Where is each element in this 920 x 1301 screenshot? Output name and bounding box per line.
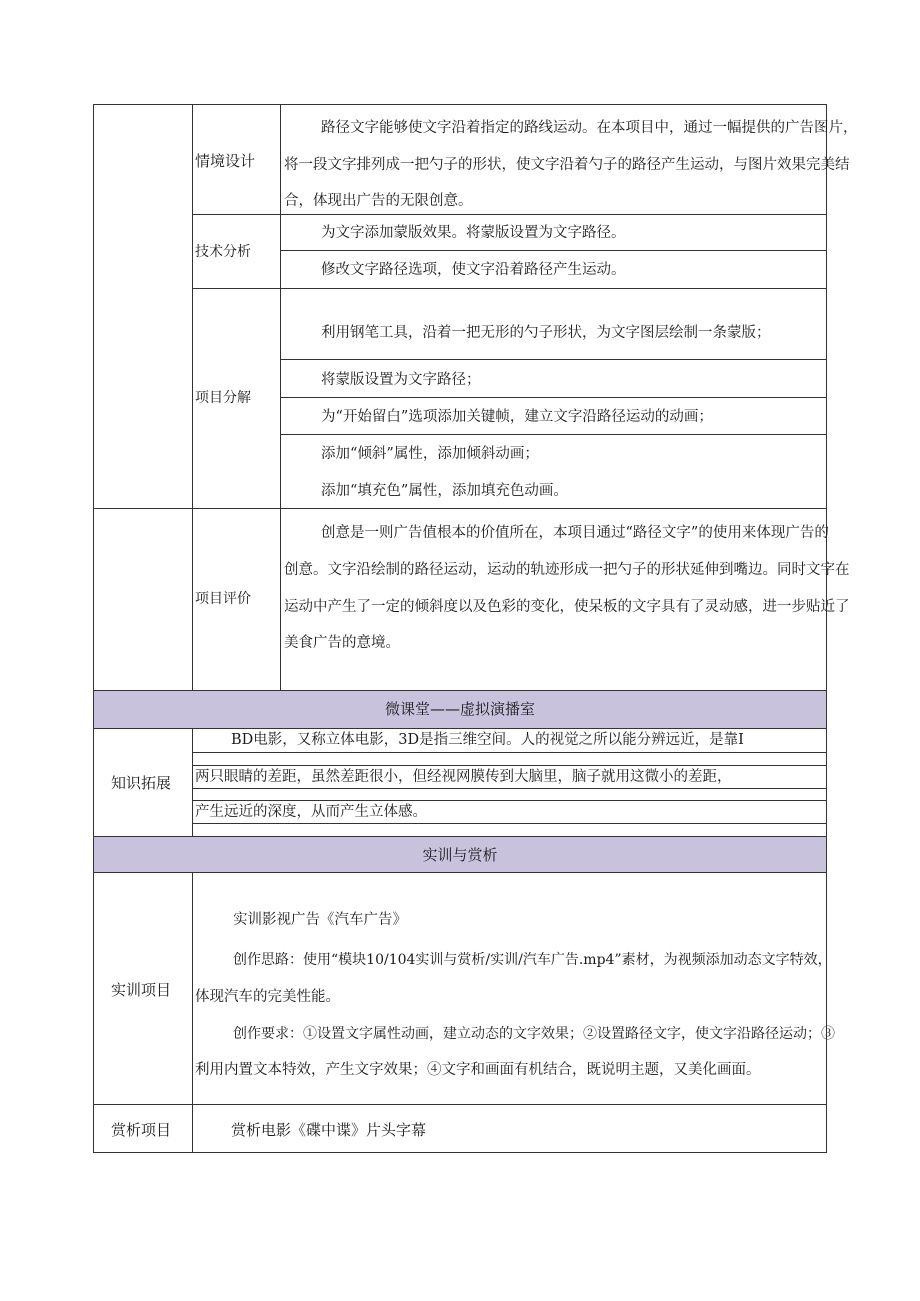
- knowledge-line: 两只眼睛的差距，虽然差距很小，但经视网膜传到大脑里，脑子就用这微小的差距，: [195, 769, 732, 785]
- training-idea-line: 创作思路：使用“模块10/104实训与赏析/实训/汽车广告.mp4”素材，为视频添加动态文字特效，: [233, 952, 832, 968]
- appreciation-label: 赏析项目: [111, 1121, 172, 1139]
- row-divider: [93, 728, 827, 729]
- row-divider: [280, 397, 827, 398]
- evaluation-label: 项目评价: [195, 591, 251, 607]
- training-req-line: 创作要求：①设置文字属性动画，建立动态的文字效果；②设置路径文字，使文字沿路径运动；③: [233, 1026, 835, 1042]
- knowledge-line: BD电影，又称立体电影，3D是指三维空间。人的视觉之所以能分辨远近，是靠I: [231, 732, 744, 748]
- micro-class-title: 微课堂——虚拟演播室: [384, 700, 535, 718]
- border-bottom: [93, 1152, 827, 1153]
- tech-label: 技术分析: [195, 244, 251, 260]
- training-req-line: 利用内置文本特效，产生文字效果；④文字和画面有机结合，既说明主题，又美化画面。: [195, 1062, 761, 1078]
- row-divider: [93, 1104, 827, 1105]
- tech-line: 修改文字路径选项，使文字沿着路径产生运动。: [321, 262, 626, 278]
- training-project-label: 实训项目: [111, 981, 172, 999]
- evaluation-line: 创意。文字沿绘制的路径运动，运动的轨迹形成一把勺子的形状延伸到嘴边。同时文字在: [284, 562, 850, 578]
- training-title: 实训与赏析: [422, 846, 498, 864]
- evaluation-line: 运动中产生了一定的倾斜度以及色彩的变化，使呆板的文字具有了灵动感，进一步贴近了: [284, 599, 850, 615]
- row-divider: [192, 800, 827, 801]
- row-divider: [192, 765, 827, 766]
- knowledge-label: 知识拓展: [111, 774, 172, 792]
- breakdown-step: 添加“填充色”属性，添加填充色动画。: [321, 483, 568, 499]
- border-top: [93, 104, 827, 105]
- evaluation-line: 美食广告的意境。: [284, 635, 400, 651]
- row-divider: [280, 434, 827, 435]
- col1-divider: [192, 104, 193, 690]
- col1-divider: [192, 872, 193, 1153]
- row-divider: [280, 250, 827, 251]
- breakdown-step: 利用钢笔工具，沿着一把无形的勺子形状，为文字图层绘制一条蒙版；: [321, 325, 771, 341]
- appreciation-title: 赏析电影《碟中谍》片头字幕: [231, 1121, 427, 1139]
- row-divider: [192, 288, 827, 289]
- col1-divider: [192, 728, 193, 837]
- row-divider: [192, 214, 827, 215]
- breakdown-step: 添加“倾斜”属性，添加倾斜动画；: [321, 446, 539, 462]
- row-divider: [192, 752, 827, 753]
- row-divider: [93, 872, 827, 873]
- row-divider: [93, 508, 827, 509]
- breakdown-step: 为“开始留白”选项添加关键帧，建立文字沿路径运动的动画；: [321, 409, 713, 425]
- training-project-title: 实训影视广告《汽车广告》: [233, 912, 407, 928]
- tech-line: 为文字添加蒙版效果。将蒙版设置为文字路径。: [321, 225, 626, 241]
- scenario-label: 情境设计: [195, 152, 256, 170]
- knowledge-line: 产生远近的深度，从而产生立体感。: [195, 804, 427, 820]
- breakdown-step: 将蒙版设置为文字路径；: [321, 372, 481, 388]
- scenario-line: 合，体现出广告的无限创意。: [284, 193, 473, 209]
- evaluation-line: 创意是一则广告值根本的价值所在，本项目通过“路径文字”的使用来体现广告的: [321, 525, 829, 541]
- border-right: [826, 104, 827, 1153]
- breakdown-label: 项目分解: [195, 390, 251, 406]
- scenario-line: 路径文字能够使文字沿着指定的路线运动。在本项目中，通过一幅提供的广告图片，: [321, 120, 858, 136]
- row-divider: [280, 359, 827, 360]
- row-divider: [192, 788, 827, 789]
- training-idea-line: 体现汽车的完美性能。: [195, 989, 340, 1005]
- row-divider: [192, 823, 827, 824]
- border-left: [93, 104, 94, 1153]
- scenario-line: 将一段文字排列成一把勺子的形状，使文字沿着勺子的路径产生运动，与图片效果完美结: [284, 157, 850, 173]
